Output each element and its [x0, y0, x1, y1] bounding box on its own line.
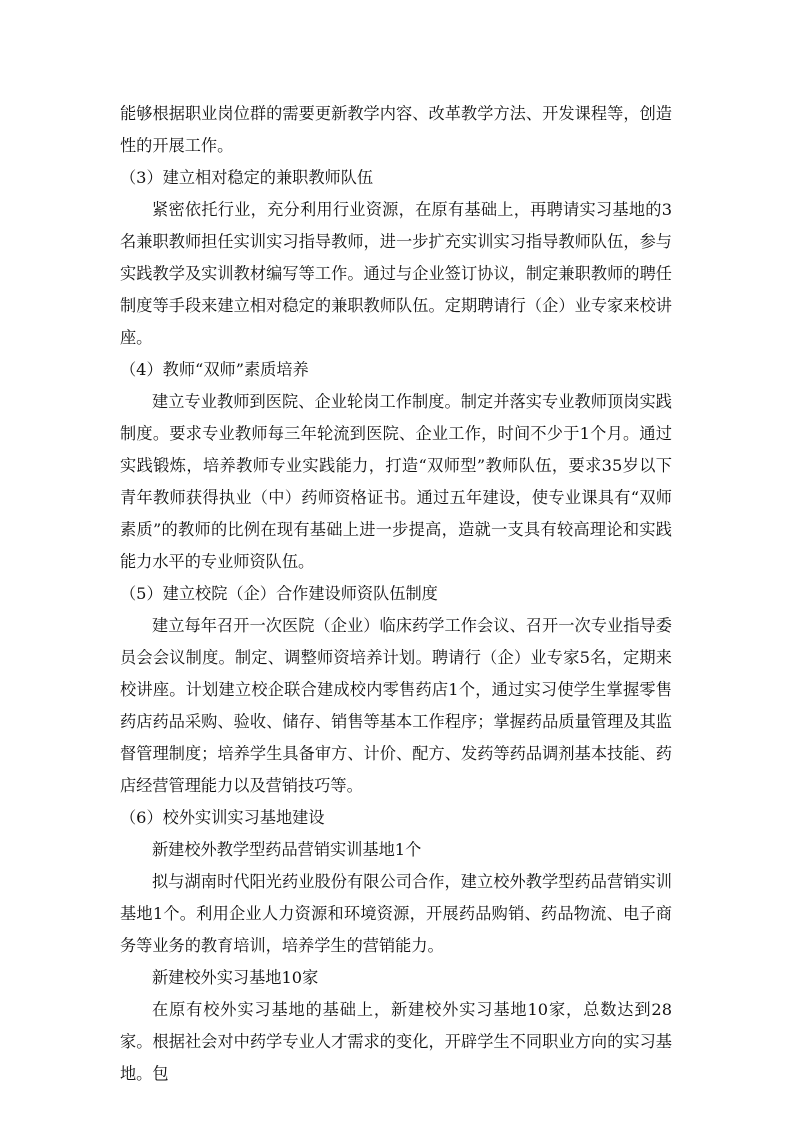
- paragraph-internship-bases: 在原有校外实习基地的基础上，新建校外实习基地10家，总数达到28家。根据社会对中药学专业人才需求的变化，开辟学生不同职业方向的实习基地。包: [120, 1000, 672, 1083]
- section-paragraph-4: 建立专业教师到医院、企业轮岗工作制度。制定并落实专业教师顶岗实践制度。要求专业教师每三年轮流到医院、企业工作，时间不少于1个月。通过实践锻炼，培养教师专业实践能力，打造“双师型”教师队伍，要求35岁以下青年教师获得执业（中）药师资格证书。通过五年建设，使专业课具有“双师素质”的教师的比例在现有基础上进一步提高，造就一支具有较高理论和实践能力水平的专业师资队伍。: [120, 392, 672, 571]
- document-body: [120, 98, 672, 1090]
- subheading-internship-bases: 新建校外实习基地10家: [152, 968, 319, 987]
- section-heading-3: （3）建立相对稳定的兼职教师队伍: [120, 168, 374, 187]
- section-heading-6: （6）校外实训实习基地建设: [120, 808, 325, 827]
- section-heading-5: （5）建立校院（企）合作建设师资队伍制度: [120, 584, 438, 603]
- intro-paragraph: 能够根据职业岗位群的需要更新教学内容、改革教学方法、开发课程等，创造性的开展工作。: [120, 104, 672, 155]
- subheading-training-base: 新建校外教学型药品营销实训基地1个: [152, 840, 422, 859]
- section-heading-4: （4）教师“双师”素质培养: [120, 360, 309, 379]
- section-paragraph-5: 建立每年召开一次医院（企业）临床药学工作会议、召开一次专业指导委员会会议制度。制定、调整师资培养计划。聘请行（企）业专家5名，定期来校讲座。计划建立校企联合建成校内零售药店1个，通过实习使学生掌握零售药店药品采购、验收、储存、销售等基本工作程序；掌握药品质量管理及其监督管理制度；培养学生具备审方、计价、配方、发药等药品调剂基本技能、药店经营管理能力以及营销技巧等。: [120, 616, 672, 795]
- section-paragraph-3: 紧密依托行业，充分利用行业资源，在原有基础上，再聘请实习基地的3名兼职教师担任实训实习指导教师，进一步扩充实训实习指导教师队伍，参与实践教学及实训教材编写等工作。通过与企业签订协议，制定兼职教师的聘任制度等手段来建立相对稳定的兼职教师队伍。定期聘请行（企）业专家来校讲座。: [120, 200, 672, 347]
- paragraph-training-base: 拟与湖南时代阳光药业股份有限公司合作，建立校外教学型药品营销实训基地1个。利用企业人力资源和环境资源，开展药品购销、药品物流、电子商务等业务的教育培训，培养学生的营销能力。: [120, 872, 672, 955]
